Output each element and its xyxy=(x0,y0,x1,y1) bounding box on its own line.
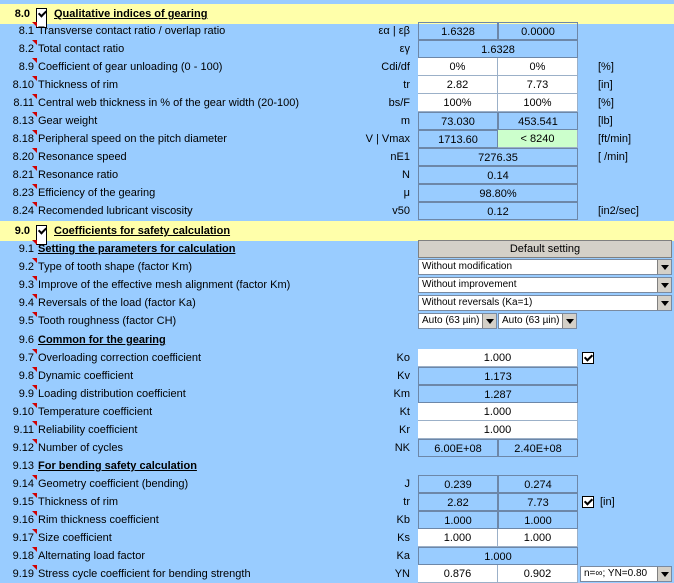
value: 0.14 xyxy=(418,166,578,184)
row-label: Gear weight xyxy=(38,115,98,127)
value: 1.000 xyxy=(418,547,578,565)
row-number: 9.15 xyxy=(12,496,34,508)
row-number: 9.13 xyxy=(12,460,34,472)
comment-marker-icon xyxy=(32,367,37,372)
comment-marker-icon xyxy=(32,40,37,45)
comment-marker-icon xyxy=(32,511,37,516)
row-9-2 xyxy=(0,258,674,276)
input-pinion[interactable]: 2.82 xyxy=(418,76,498,94)
comment-marker-icon xyxy=(32,130,37,135)
row-number: 9.2 xyxy=(18,261,34,273)
row-9-9 xyxy=(0,385,674,403)
row-unit: [in] xyxy=(598,79,613,91)
row-label: Resonance ratio xyxy=(38,169,119,181)
dropdown-arrow-icon[interactable] xyxy=(482,314,496,328)
row-label: Loading distribution coefficient xyxy=(38,388,186,400)
row-symbol: nE1 xyxy=(390,151,410,163)
row-label: Type of tooth shape (factor Km) xyxy=(38,261,193,273)
row-9-6 xyxy=(0,331,674,349)
row-number: 8.20 xyxy=(12,151,34,163)
value-gear: 0.274 xyxy=(498,475,578,493)
comment-marker-icon xyxy=(32,547,37,552)
subheading: Setting the parameters for calculation xyxy=(38,243,236,255)
row-8-13 xyxy=(0,112,674,130)
row-9-1 xyxy=(0,240,674,258)
row-symbol: εα | εβ xyxy=(378,25,410,37)
input-value[interactable]: 1.000 xyxy=(418,349,578,367)
comment-marker-icon xyxy=(32,276,37,281)
section-number: 8.0 xyxy=(14,8,30,20)
row-number: 9.8 xyxy=(18,370,34,382)
comment-marker-icon xyxy=(32,112,37,117)
row-symbol: J xyxy=(404,478,410,490)
input-gear[interactable]: 7.73 xyxy=(498,76,578,94)
row-symbol: Ks xyxy=(397,532,410,544)
row-number: 9.10 xyxy=(12,406,34,418)
comment-marker-icon xyxy=(32,148,37,153)
row-unit: [lb] xyxy=(598,115,613,127)
row-unit: [%] xyxy=(598,97,614,109)
section-title: Coefficients for safety calculation xyxy=(54,225,231,237)
row-9-19 xyxy=(0,565,674,583)
row-number: 8.2 xyxy=(18,43,34,55)
row-number: 8.9 xyxy=(18,61,34,73)
row-label: Alternating load factor xyxy=(38,550,146,562)
row-label: Recomended lubricant viscosity xyxy=(38,205,193,217)
row-label: Dynamic coefficient xyxy=(38,370,134,382)
row-unit: [%] xyxy=(598,61,614,73)
row-9-16 xyxy=(0,511,674,529)
row-symbol: Kt xyxy=(399,406,410,418)
row-9-17 xyxy=(0,529,674,547)
section-number: 9.0 xyxy=(14,225,30,237)
comment-marker-icon xyxy=(32,312,37,317)
row-label: Total contact ratio xyxy=(38,43,125,55)
value-gear: 1.000 xyxy=(498,511,578,529)
select-value: Without improvement xyxy=(422,279,517,290)
override-checkbox[interactable] xyxy=(582,496,594,508)
comment-marker-icon xyxy=(32,421,37,426)
select-value: Auto (63 µin) xyxy=(502,315,560,326)
row-number: 9.6 xyxy=(18,334,34,346)
row-symbol: Cdi/df xyxy=(381,61,410,73)
row-label: Number of cycles xyxy=(38,442,123,454)
comment-marker-icon xyxy=(32,385,37,390)
row-unit: [in2/sec] xyxy=(598,205,639,217)
dropdown-arrow-icon[interactable] xyxy=(657,296,671,310)
value: 1.6328 xyxy=(418,40,578,58)
row-symbol: YN xyxy=(394,568,410,580)
comment-marker-icon xyxy=(32,166,37,171)
row-label: Rim thickness coefficient xyxy=(38,514,159,526)
row-label: Coefficient of gear unloading (0 - 100) xyxy=(38,61,223,73)
row-label: Resonance speed xyxy=(38,151,127,163)
row-number: 9.1 xyxy=(18,243,34,255)
row-symbol: v50 xyxy=(392,205,410,217)
comment-marker-icon xyxy=(32,258,37,263)
row-unit: [ft/min] xyxy=(598,133,632,145)
row-label: Overloading correction coefficient xyxy=(38,352,202,364)
row-number: 9.17 xyxy=(12,532,34,544)
comment-marker-icon xyxy=(32,294,37,299)
comment-marker-icon xyxy=(32,76,37,81)
row-8-9 xyxy=(0,58,674,76)
value-gear: 0.0000 xyxy=(498,22,578,40)
row-label: Reliability coefficient xyxy=(38,424,138,436)
row-9-18 xyxy=(0,547,674,565)
row-8-2 xyxy=(0,40,674,58)
row-number: 9.16 xyxy=(12,514,34,526)
comment-marker-icon xyxy=(32,349,37,354)
value-pinion: 1.6328 xyxy=(418,22,498,40)
value: 1.287 xyxy=(418,385,578,403)
comment-marker-icon xyxy=(32,439,37,444)
row-label: Thickness of rim xyxy=(38,496,119,508)
row-8-11 xyxy=(0,94,674,112)
section-header-8 xyxy=(0,4,674,24)
row-9-15 xyxy=(0,493,674,511)
comment-marker-icon xyxy=(32,403,37,408)
row-symbol: Ka xyxy=(396,550,410,562)
row-9-3 xyxy=(0,276,674,294)
select-value: Auto (63 µin) xyxy=(422,315,480,326)
row-8-18 xyxy=(0,130,674,148)
comment-marker-icon xyxy=(32,565,37,570)
row-8-24 xyxy=(0,202,674,220)
input-value[interactable]: 1.000 xyxy=(418,421,578,439)
row-9-7 xyxy=(0,349,674,367)
row-number: 8.18 xyxy=(12,133,34,145)
override-checkbox[interactable] xyxy=(582,352,594,364)
roughness-pinion-select[interactable] xyxy=(418,313,497,329)
row-number: 8.13 xyxy=(12,115,34,127)
row-symbol: μ xyxy=(403,187,410,199)
row-number: 9.14 xyxy=(12,478,34,490)
row-9-10 xyxy=(0,403,674,421)
value: 98.80% xyxy=(418,184,578,202)
row-label: Improve of the effective mesh alignment (factor Km) xyxy=(38,279,291,291)
row-label: Transverse contact ratio / overlap ratio xyxy=(38,25,226,37)
value-gear: 2.40E+08 xyxy=(498,439,578,457)
value-speed: 1713.60 xyxy=(418,130,498,148)
row-9-8 xyxy=(0,367,674,385)
row-symbol: tr xyxy=(403,496,410,508)
input-value[interactable]: 1.000 xyxy=(418,403,578,421)
comment-marker-icon xyxy=(32,202,37,207)
row-number: 8.23 xyxy=(12,187,34,199)
row-number: 9.9 xyxy=(18,388,34,400)
row-number: 8.24 xyxy=(12,205,34,217)
value: 7276.35 xyxy=(418,148,578,166)
comment-marker-icon xyxy=(32,94,37,99)
comment-marker-icon xyxy=(32,184,37,189)
row-label: Size coefficient xyxy=(38,532,112,544)
load-reversals-select[interactable] xyxy=(418,295,672,311)
row-label: Reversals of the load (factor Ka) xyxy=(38,297,196,309)
row-number: 9.18 xyxy=(12,550,34,562)
row-8-10 xyxy=(0,76,674,94)
row-unit: [ /min] xyxy=(598,151,628,163)
row-number: 9.4 xyxy=(18,297,34,309)
input-gear[interactable]: 1.000 xyxy=(498,529,578,547)
row-symbol: Kb xyxy=(396,514,410,526)
input-gear[interactable]: 0% xyxy=(498,58,578,76)
value-speed-max: < 8240 xyxy=(498,130,578,148)
value: 1.173 xyxy=(418,367,578,385)
select-value: Without modification xyxy=(422,261,513,272)
input-pinion[interactable]: 1.000 xyxy=(418,529,498,547)
row-9-14 xyxy=(0,475,674,493)
value-pinion: 0.239 xyxy=(418,475,498,493)
row-9-13 xyxy=(0,457,674,475)
value-pinion: 73.030 xyxy=(418,112,498,130)
row-number: 9.5 xyxy=(18,315,34,327)
row-8-1 xyxy=(0,22,674,40)
row-number: 9.12 xyxy=(12,442,34,454)
row-number: 8.21 xyxy=(12,169,34,181)
row-number: 8.11 xyxy=(13,97,34,109)
input-pinion[interactable]: 0.876 xyxy=(418,565,498,583)
value-pinion: 1.000 xyxy=(418,511,498,529)
input-gear[interactable]: 0.902 xyxy=(498,565,578,583)
row-label: Efficiency of the gearing xyxy=(38,187,156,199)
comment-marker-icon xyxy=(32,493,37,498)
roughness-gear-select[interactable] xyxy=(498,313,577,329)
default-setting-button[interactable]: Default setting xyxy=(418,240,672,258)
row-9-12 xyxy=(0,439,674,457)
select-value: n=∞; YN=0.80 xyxy=(584,568,648,579)
row-symbol: Ko xyxy=(396,352,410,364)
row-label: Thickness of rim xyxy=(38,79,119,91)
input-pinion[interactable]: 100% xyxy=(418,94,498,112)
tooth-shape-select[interactable] xyxy=(418,259,672,275)
row-label: Temperature coefficient xyxy=(38,406,153,418)
row-label: Peripheral speed on the pitch diameter xyxy=(38,133,227,145)
dropdown-arrow-icon[interactable] xyxy=(657,567,671,581)
row-symbol: N xyxy=(402,169,410,181)
row-8-21 xyxy=(0,166,674,184)
stress-cycle-select[interactable] xyxy=(580,566,672,582)
row-symbol: V | Vmax xyxy=(365,133,410,145)
section-title: Qualitative indices of gearing xyxy=(54,8,208,20)
row-unit: [in] xyxy=(600,496,615,508)
value: 0.12 xyxy=(418,202,578,220)
row-symbol: m xyxy=(400,115,410,127)
value-pinion: 2.82 xyxy=(418,493,498,511)
mesh-alignment-select[interactable] xyxy=(418,277,672,293)
row-9-11 xyxy=(0,421,674,439)
row-8-20 xyxy=(0,148,674,166)
input-pinion[interactable]: 0% xyxy=(418,58,498,76)
row-symbol: bs/F xyxy=(388,97,410,109)
row-number: 8.1 xyxy=(18,25,34,37)
value-gear: 453.541 xyxy=(498,112,578,130)
value-gear: 7.73 xyxy=(498,493,578,511)
dropdown-arrow-icon[interactable] xyxy=(562,314,576,328)
row-label: Geometry coefficient (bending) xyxy=(38,478,189,490)
select-value: Without reversals (Ka=1) xyxy=(422,297,533,308)
row-symbol: tr xyxy=(403,79,410,91)
comment-marker-icon xyxy=(32,58,37,63)
row-number: 9.3 xyxy=(18,279,34,291)
dropdown-arrow-icon[interactable] xyxy=(657,260,671,274)
input-gear[interactable]: 100% xyxy=(498,94,578,112)
row-symbol: NK xyxy=(394,442,410,454)
subheading: For bending safety calculation xyxy=(38,460,197,472)
row-9-4 xyxy=(0,294,674,312)
comment-marker-icon xyxy=(32,529,37,534)
value-pinion: 6.00E+08 xyxy=(418,439,498,457)
row-symbol: Km xyxy=(393,388,410,400)
row-number: 8.10 xyxy=(12,79,34,91)
subheading: Common for the gearing xyxy=(38,334,166,346)
row-number: 9.7 xyxy=(18,352,34,364)
row-8-23 xyxy=(0,184,674,202)
row-label: Tooth roughness (factor CH) xyxy=(38,315,177,327)
row-symbol: Kr xyxy=(399,424,410,436)
row-number: 9.11 xyxy=(13,424,34,436)
comment-marker-icon xyxy=(32,475,37,480)
row-number: 9.19 xyxy=(12,568,34,580)
row-label: Central web thickness in % of the gear width (20-100) xyxy=(38,97,300,109)
row-symbol: Kv xyxy=(397,370,410,382)
comment-marker-icon xyxy=(32,22,37,27)
dropdown-arrow-icon[interactable] xyxy=(657,278,671,292)
row-label: Stress cycle coefficient for bending strength xyxy=(38,568,251,580)
section-header-9 xyxy=(0,221,674,241)
comment-marker-icon xyxy=(32,240,37,245)
row-9-5 xyxy=(0,312,674,330)
row-symbol: εγ xyxy=(399,43,410,55)
